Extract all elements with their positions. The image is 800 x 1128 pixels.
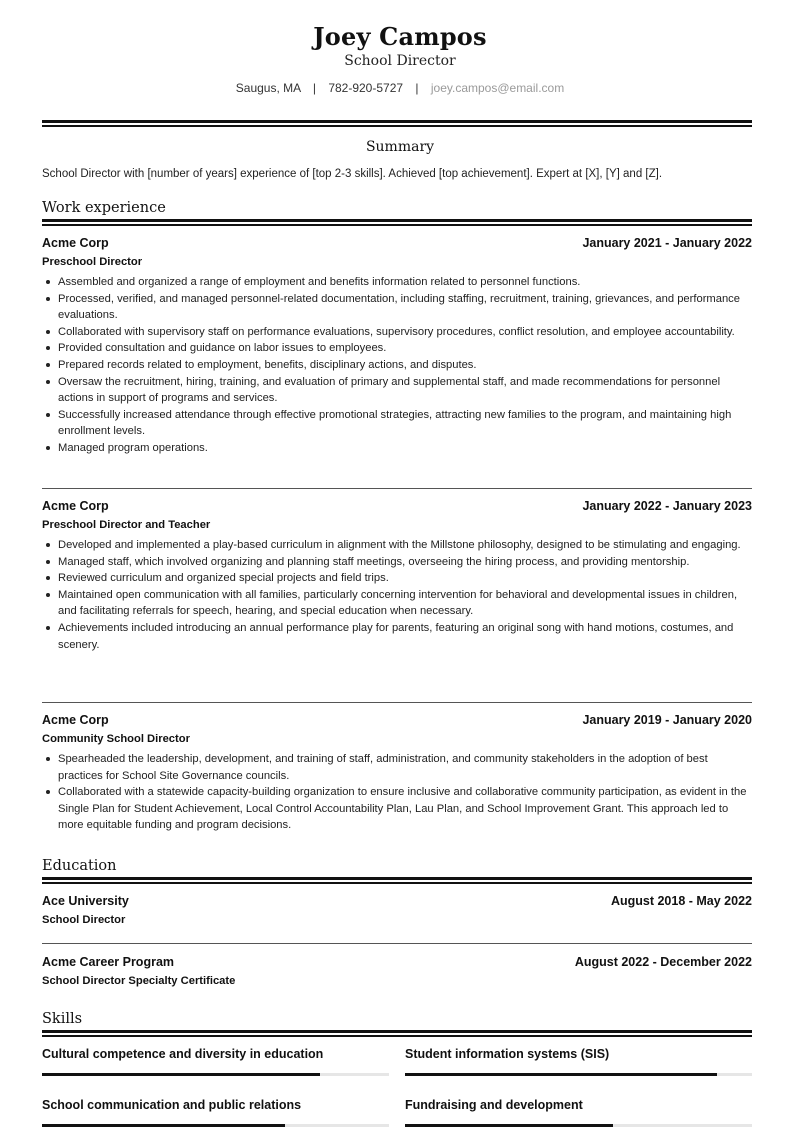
job-bullet: Assembled and organized a range of employment and benefits information related to personnel functions. <box>42 274 752 291</box>
email-link[interactable]: joey.campos@email.com <box>430 81 565 95</box>
job-entry <box>42 712 752 834</box>
job-bullets <box>42 751 752 834</box>
job-bullet: Achievements included introducing an annual performance play for parents, featuring an original song with hand motions, costumes, and scenery. <box>42 620 752 653</box>
skill-meter-fill <box>42 1124 285 1127</box>
skill-meter-fill <box>42 1073 320 1076</box>
job-header <box>42 235 752 251</box>
skill-meter <box>405 1124 752 1127</box>
job-company: Acme Corp <box>42 236 109 250</box>
degree: School Director <box>42 914 126 926</box>
contact-line <box>0 81 800 95</box>
job-dates: January 2021 - January 2022 <box>582 236 752 250</box>
skill-label: Student information systems (SIS) <box>405 1047 610 1061</box>
job-bullet: Oversaw the recruitment, hiring, training, and evaluation of primary and supplemental staff, and made recommendations for personnel actions in support of programs and services. <box>42 374 752 407</box>
education-dates: August 2018 - May 2022 <box>610 894 752 908</box>
skill-label: Cultural competence and diversity in education <box>42 1047 324 1061</box>
job-header <box>42 498 752 514</box>
skill-meter-fill <box>405 1124 613 1127</box>
degree: School Director Specialty Certificate <box>42 975 236 987</box>
skill-meter <box>405 1073 752 1076</box>
job-bullet: Managed staff, which involved organizing and planning staff meetings, overseeing the hiring process, and providing mentorship. <box>42 554 752 571</box>
education-entry <box>42 954 752 987</box>
skill-label: Fundraising and development <box>405 1098 583 1112</box>
job-bullets <box>42 274 752 457</box>
school-name: Acme Career Program <box>42 955 175 969</box>
contact-separator: | <box>312 81 316 95</box>
job-header <box>42 712 752 728</box>
education-divider <box>42 943 752 944</box>
job-company: Acme Corp <box>42 499 109 513</box>
job-dates: January 2022 - January 2023 <box>582 499 752 513</box>
job-bullet: Provided consultation and guidance on labor issues to employees. <box>42 340 752 357</box>
skill-label: School communication and public relations <box>42 1098 302 1112</box>
job-dates: January 2019 - January 2020 <box>582 713 752 727</box>
skill-meter <box>42 1124 389 1127</box>
summary-heading: Summary <box>365 139 435 155</box>
location: Saugus, MA <box>235 81 301 95</box>
job-bullet: Developed and implemented a play-based curriculum in alignment with the Millstone philosophy, designed to be stimulating and engaging. <box>42 537 752 554</box>
education-header <box>42 954 752 970</box>
job-divider <box>42 702 752 703</box>
job-bullet: Maintained open communication with all families, particularly concerning intervention for behavioral and developmental issues in children, and facilitating referrals for speech, hearing, and special education when necessary. <box>42 587 752 620</box>
job-role: Preschool Director and Teacher <box>42 519 211 531</box>
job-bullet: Managed program operations. <box>42 440 752 457</box>
school-name: Ace University <box>42 894 129 908</box>
job-bullet: Spearheaded the leadership, development, and training of staff, administration, and community stakeholders in the adoption of best practices for School Site Governance councils. <box>42 751 752 784</box>
job-company: Acme Corp <box>42 713 109 727</box>
job-divider <box>42 488 752 489</box>
job-bullet: Collaborated with a statewide capacity-building organization to ensure inclusive and collaborative community participation, as evident in the Single Plan for Student Achievement, Local Control Accountability Plan, Lau Plan, and School Improvement Grant. This approach led to more equitable funding and program decisions. <box>42 784 752 834</box>
phone: 782-920-5727 <box>328 81 404 95</box>
skill-item <box>405 1047 752 1076</box>
skill-item <box>42 1098 389 1127</box>
candidate-name: Joey Campos <box>313 22 487 51</box>
job-bullet: Collaborated with supervisory staff on performance evaluations, supervisory procedures, conflict resolution, and employee accountability. <box>42 324 752 341</box>
job-role: Community School Director <box>42 733 190 745</box>
job-entry <box>42 498 752 653</box>
skill-meter <box>42 1073 389 1076</box>
job-bullet: Processed, verified, and managed personnel-related documentation, including staffing, recruitment, training, grievances, and performance evaluations. <box>42 291 752 324</box>
job-entry <box>42 235 752 457</box>
skill-meter-fill <box>405 1073 717 1076</box>
job-bullet: Prepared records related to employment, benefits, disciplinary actions, and disputes. <box>42 357 752 374</box>
resume-header <box>0 0 800 95</box>
candidate-title: School Director <box>344 53 456 69</box>
job-bullet: Reviewed curriculum and organized special projects and field trips. <box>42 570 752 587</box>
job-bullet: Successfully increased attendance through effective promotional strategies, attracting new families to the program, and maintaining high enrollment levels. <box>42 407 752 440</box>
skill-item <box>405 1098 752 1127</box>
work-experience-heading: Work experience <box>42 200 166 216</box>
skills-heading: Skills <box>42 1011 83 1027</box>
education-dates: August 2022 - December 2022 <box>574 955 752 969</box>
education-header <box>42 893 752 909</box>
education-heading: Education <box>42 858 117 874</box>
job-bullets <box>42 537 752 653</box>
summary-text: School Director with [number of years] experience of [top 2-3 skills]. Achieved [top achievement]. Expert at [X], [Y] and [Z]. <box>42 168 663 180</box>
contact-separator: | <box>415 81 419 95</box>
skill-item <box>42 1047 389 1076</box>
job-role: Preschool Director <box>42 256 143 268</box>
education-entry <box>42 893 752 926</box>
